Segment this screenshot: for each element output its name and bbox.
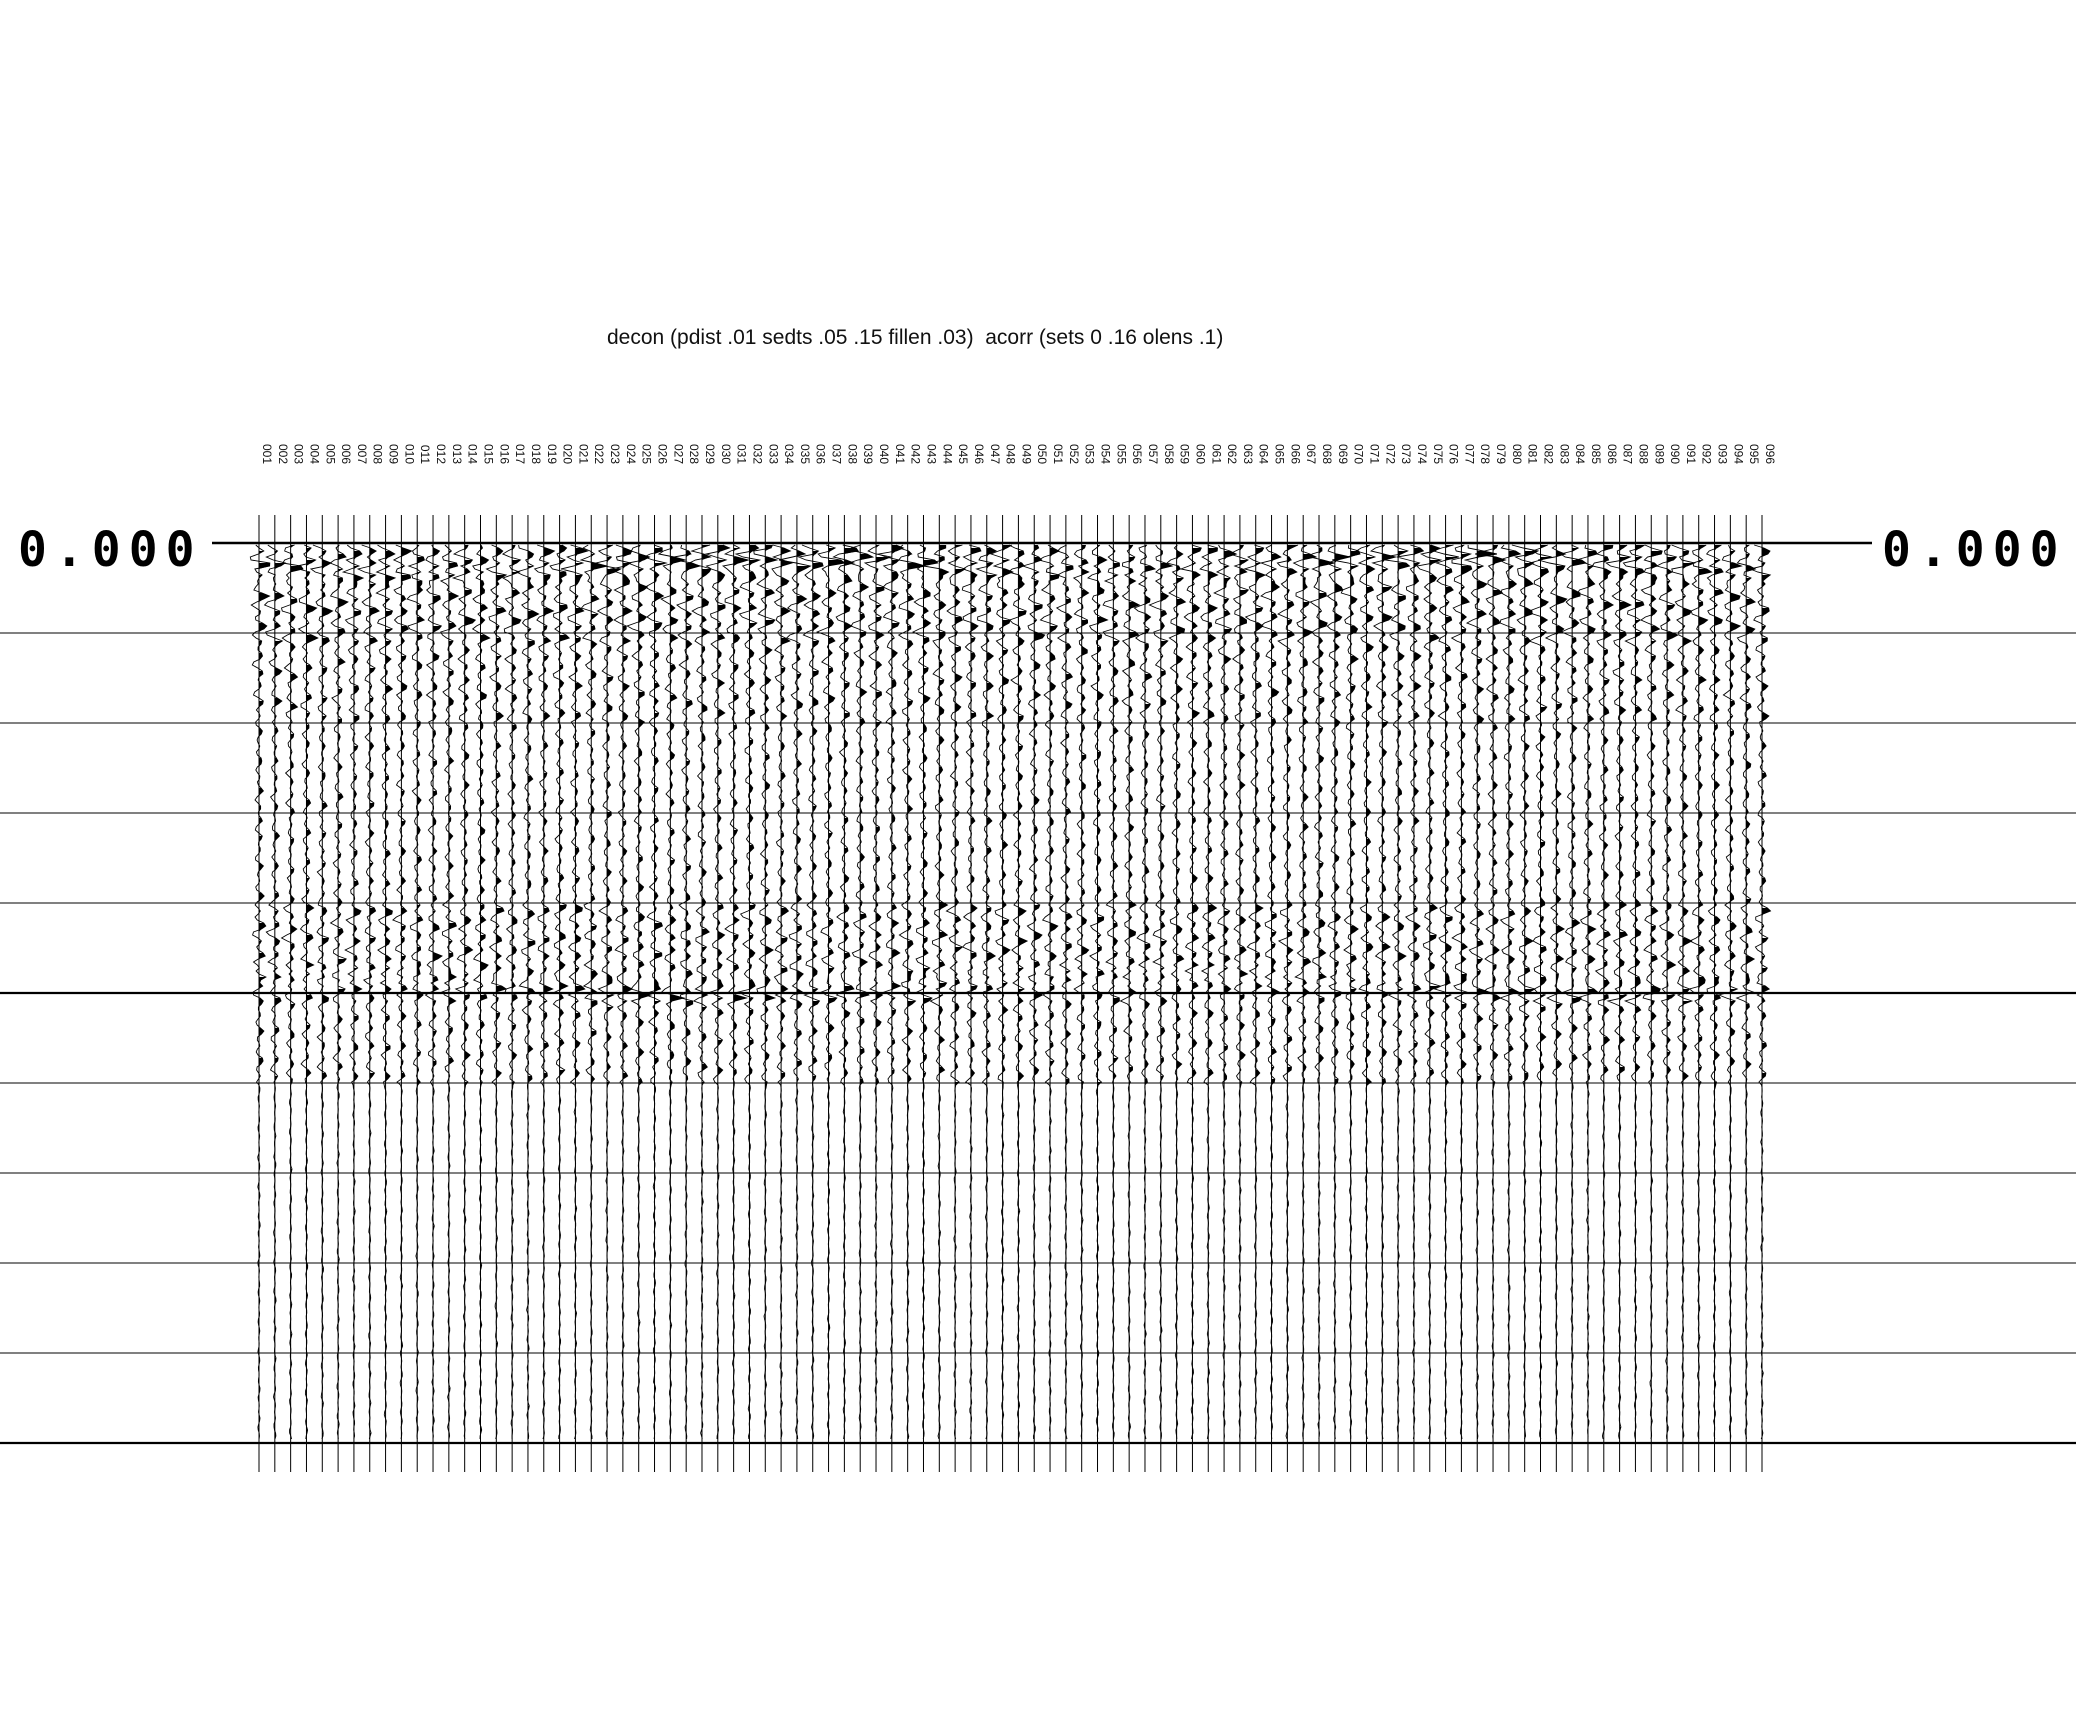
trace-number: 091 <box>1683 443 1698 464</box>
trace-number: 081 <box>1525 443 1540 464</box>
trace-fill <box>401 548 411 1424</box>
trace-fill <box>1129 545 1139 1430</box>
trace-number: 086 <box>1604 443 1619 464</box>
trace-number: 016 <box>497 443 512 464</box>
trace-number: 079 <box>1494 443 1509 464</box>
trace-fill <box>639 545 651 1430</box>
trace-fill <box>1256 548 1265 1421</box>
trace-number: 048 <box>1003 443 1018 464</box>
trace-number: 004 <box>307 443 322 464</box>
trace-fill <box>1034 545 1044 1433</box>
trace-fill <box>1683 551 1695 1439</box>
trace-number: 028 <box>687 443 702 464</box>
trace-fill <box>1303 545 1316 1430</box>
trace-fill <box>749 545 759 1421</box>
trace-number: 018 <box>528 443 543 464</box>
trace-number: 041 <box>892 443 907 464</box>
trace-number: 040 <box>877 443 892 464</box>
trace-number: 013 <box>449 443 464 464</box>
trace-number: 006 <box>339 443 354 464</box>
trace-fill <box>1208 548 1217 1433</box>
trace-number: 047 <box>987 443 1002 464</box>
trace-fill <box>987 548 997 1424</box>
trace-number: 035 <box>797 443 812 464</box>
trace-number: 094 <box>1731 443 1746 464</box>
trace-number: 043 <box>924 443 939 464</box>
trace-number: 003 <box>291 443 306 464</box>
trace-number: 001 <box>260 443 274 464</box>
trace-number: 030 <box>718 443 733 464</box>
trace-fill <box>1509 551 1520 1427</box>
trace-number: 015 <box>481 443 496 464</box>
trace-number: 058 <box>1161 443 1176 464</box>
trace-number: 029 <box>702 443 717 464</box>
trace-fill <box>813 551 823 1439</box>
trace-number: 068 <box>1320 443 1335 464</box>
trace-number: 027 <box>671 443 686 464</box>
trace-number: 063 <box>1240 443 1255 464</box>
trace-fill <box>1588 551 1598 1427</box>
trace-fill <box>686 551 700 1439</box>
trace-fill <box>433 548 442 1424</box>
trace-number: 017 <box>513 443 528 464</box>
trace-number: 021 <box>576 443 591 464</box>
trace-number: 082 <box>1541 443 1556 464</box>
trace-number: 056 <box>1130 443 1145 464</box>
trace-fill <box>480 545 489 1433</box>
trace-number: 025 <box>639 443 654 464</box>
trace-number: 051 <box>1051 443 1066 464</box>
trace-fill <box>275 551 285 1439</box>
trace-number: 005 <box>323 443 338 464</box>
trace-fill <box>1730 551 1741 1424</box>
trace-number: 037 <box>829 443 844 464</box>
trace-number: 071 <box>1367 443 1382 464</box>
trace-number: 039 <box>861 443 876 464</box>
trace-headers <box>260 444 1777 464</box>
trace-number: 057 <box>1145 443 1160 464</box>
trace-fill <box>844 548 858 1424</box>
trace-number: 083 <box>1557 443 1572 464</box>
trace-number: 073 <box>1399 443 1414 464</box>
trace-number: 053 <box>1082 443 1097 464</box>
trace-number: 052 <box>1066 443 1081 464</box>
trace-number: 011 <box>418 444 433 464</box>
trace-number: 055 <box>1114 443 1129 464</box>
trace-number: 075 <box>1430 443 1445 464</box>
trace-fill <box>1287 545 1298 1430</box>
trace-number: 049 <box>1019 443 1034 464</box>
trace-number: 007 <box>354 443 369 464</box>
trace-fill <box>1161 551 1172 1439</box>
trace-number: 050 <box>1035 443 1050 464</box>
trace-number: 054 <box>1098 443 1113 464</box>
trace-number: 045 <box>956 443 971 464</box>
trace-number: 059 <box>1177 443 1192 464</box>
trace-number: 074 <box>1414 443 1429 464</box>
trace-number: 087 <box>1620 443 1635 464</box>
trace-fill <box>655 548 667 1424</box>
trace-number: 060 <box>1193 443 1208 464</box>
trace-fill <box>670 545 685 1433</box>
trace-number: 026 <box>655 443 670 464</box>
trace-number: 038 <box>845 443 860 464</box>
trace-number: 080 <box>1509 443 1524 464</box>
trace-number: 062 <box>1225 443 1240 464</box>
trace-number: 008 <box>370 443 385 464</box>
trace-number: 031 <box>734 443 749 464</box>
trace-fill <box>702 545 711 1430</box>
trace-number: 067 <box>1304 443 1319 464</box>
trace-number: 095 <box>1747 443 1762 464</box>
time-label-right: 0.000 <box>1882 522 2067 578</box>
trace-number: 046 <box>971 443 986 464</box>
trace-number: 072 <box>1383 443 1398 464</box>
trace-number: 019 <box>544 443 559 464</box>
trace-fill <box>259 551 270 1439</box>
trace-fill <box>512 545 521 1418</box>
trace-number: 044 <box>940 443 955 464</box>
trace-fill <box>528 551 539 1439</box>
trace-number: 024 <box>623 443 638 464</box>
trace-number: 078 <box>1478 443 1493 464</box>
trace-fill <box>354 551 363 1439</box>
trace-number: 066 <box>1288 443 1303 464</box>
trace-number: 088 <box>1636 443 1651 464</box>
trace-fill <box>1667 545 1678 1433</box>
trace-number: 014 <box>465 443 480 464</box>
trace-number: 084 <box>1573 443 1588 464</box>
trace-number: 085 <box>1588 443 1603 464</box>
trace-fill <box>560 545 570 1433</box>
trace-number: 023 <box>608 443 623 464</box>
trace-fill <box>1018 551 1027 1439</box>
trace-number: 077 <box>1462 443 1477 464</box>
trace-number: 032 <box>750 443 765 464</box>
trace-fill <box>1651 551 1662 1424</box>
trace-fill <box>1050 548 1059 1424</box>
time-label-left: 0.000 <box>18 522 203 578</box>
trace-number: 065 <box>1272 443 1287 464</box>
trace-number: 070 <box>1351 443 1366 464</box>
trace-fill <box>1525 551 1538 1439</box>
trace-fill <box>1556 545 1566 1427</box>
trace-number: 009 <box>386 443 401 464</box>
trace-number: 033 <box>766 443 781 464</box>
trace-fill <box>386 551 395 1439</box>
trace-number: 090 <box>1668 443 1683 464</box>
trace-fill <box>1635 545 1644 1430</box>
trace-number: 089 <box>1652 443 1667 464</box>
trace-number: 002 <box>275 443 290 464</box>
trace-number: 020 <box>560 443 575 464</box>
trace-fill <box>765 545 777 1418</box>
trace-number: 034 <box>782 443 797 464</box>
trace-number: 010 <box>402 443 417 464</box>
trace-number: 093 <box>1715 443 1730 464</box>
trace-number: 042 <box>908 443 923 464</box>
trace-number: 096 <box>1763 443 1777 464</box>
trace-number: 069 <box>1335 443 1350 464</box>
trace-number: 092 <box>1699 443 1714 464</box>
trace-number: 036 <box>813 443 828 464</box>
trace-number: 022 <box>592 443 607 464</box>
trace-number: 061 <box>1209 443 1224 464</box>
trace-number: 012 <box>434 443 449 464</box>
trace-fill <box>876 545 891 1433</box>
trace-fill <box>591 554 607 1439</box>
plot-title: decon (pdist .01 sedts .05 .15 fillen .03) acorr (sets 0 .16 olens .1) <box>607 326 1224 349</box>
trace-number: 076 <box>1446 443 1461 464</box>
trace-number: 064 <box>1256 443 1271 464</box>
